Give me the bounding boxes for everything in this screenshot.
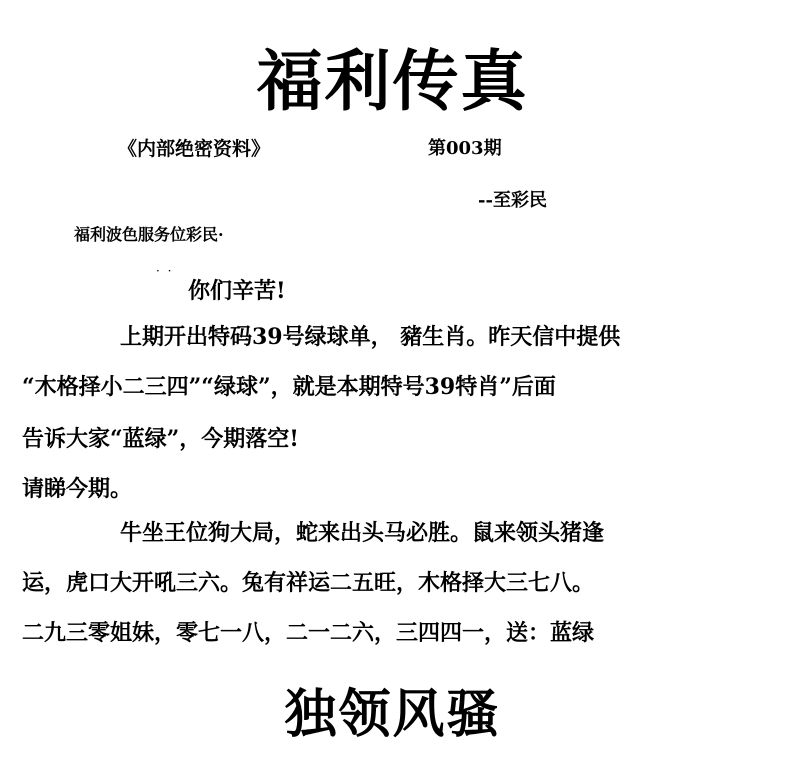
- issue-number: 第003期: [428, 138, 502, 159]
- body-line-6: 运，虎口大开吼三六。兔有祥运二五旺，木格择大三七八。: [22, 570, 595, 596]
- page-title: 福利传真: [256, 42, 529, 120]
- body-line-2: “木格择小二三四”“绿球”，就是本期特号39特肖”后面: [22, 374, 556, 400]
- footer-slogan: 独领风骚: [284, 684, 501, 745]
- greeting-line: 福利波色服务位彩民·: [74, 225, 224, 244]
- body-line-7: 二九三零姐妹，零七一八，二一二六，三四四一，送：蓝绿: [22, 620, 595, 646]
- from-line: --至彩民: [478, 190, 547, 211]
- thanks-line: 你们辛苦!: [188, 278, 286, 304]
- body-line-4: 请睇今期。: [22, 476, 133, 502]
- body-line-3: 告诉大家“蓝绿”，今期落空!: [22, 426, 299, 452]
- body-line-1: 上期开出特码39号绿球单， 豬生肖。昨天信中提供: [120, 324, 621, 350]
- decorative-dots: · ·: [156, 264, 174, 278]
- body-line-5: 牛坐王位狗大局，蛇来出头马必胜。鼠来领头猪逢: [120, 520, 605, 546]
- subtitle-confidential: 《内部绝密资料》: [118, 138, 271, 160]
